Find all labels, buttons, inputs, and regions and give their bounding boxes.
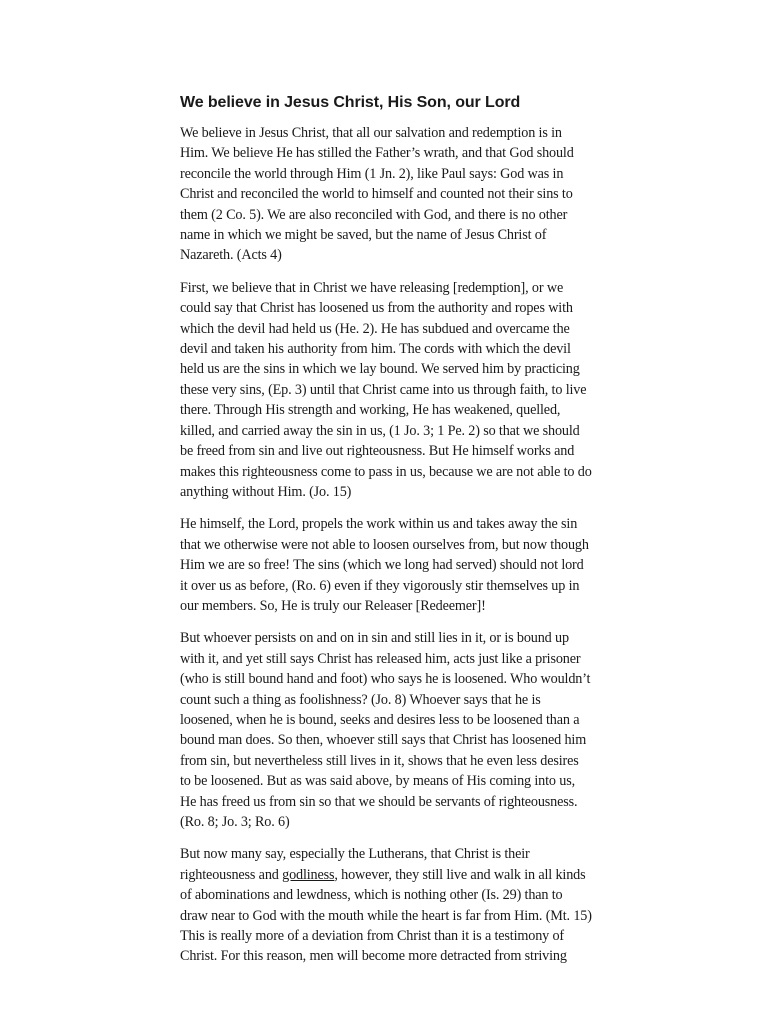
paragraph-2: First, we believe that in Christ we have releasing [redemption], or we could say that Christ has loosened us from the authority and ropes with which the devil had held us (He. 2). He has subdued and overcame the devil and taken his authority from him. The cords with which the devil held us are the sins in which we lay bound. We served him by practicing these very sins, (Ep. 3) until that Christ came into us through faith, to live there. Through His strength and working, He has weakened, quelled, killed, and carried away the sin in us, (1 Jo. 3; 1 Pe. 2) so that we should be freed from sin and live out righteousness. But He himself works and makes this righteousness come to pass in us, because we are not able to do anything without Him. (Jo. 15) <box>180 279 592 500</box>
paragraph-1: We believe in Jesus Christ, that all our salvation and redemption is in Him. We believe He has stilled the Father’s wrath, and that God should reconcile the world through Him (1 Jn. 2), like Paul says: God was in Christ and reconciled the world to himself and counted not their sins to them (2 Co. 5). We are also reconciled with God, and there is no other name in which we might be saved, but the name of Jesus Christ of Nazareth. (Acts 4) <box>180 125 574 264</box>
document-page <box>180 93 592 979</box>
underlined-word: godliness <box>282 866 335 883</box>
paragraph-5-end: , however, they still live and walk in all kinds of abominations and lewdness, which is nothing other (Is. 29) than to draw near to God with the mouth while the heart is far from Him. (Mt. 15) This is really more of a deviation from Christ than it is a testimony of Christ. For this reason, men will become more detracted from striving <box>180 866 592 965</box>
paragraph-5-start: But now many say, especially the Lutherans, that Christ is their righteousness and <box>180 846 530 883</box>
paragraph-4: But whoever persists on and on in sin and still lies in it, or is bound up with it, and yet still says Christ has released him, acts just like a prisoner (who is still bound hand and foot) who says he is loosened. Who wouldn’t count such a thing as foolishness? (Jo. 8) Whoever says that he is loosened, when he is bound, seeks and desires less to be loosened than a bound man does. So then, whoever still says that Christ has loosened him from sin, but nevertheless still lives in it, shows that he even less desires to be loosened. But as was said above, by means of His coming into us, He has freed us from sin so that we should be servants of righteousness. (Ro. 8; Jo. 3; Ro. 6) <box>180 630 591 830</box>
document-title: We believe in Jesus Christ, His Son, our Lord <box>180 94 521 111</box>
paragraph-5 <box>180 844 592 966</box>
paragraph-3: He himself, the Lord, propels the work within us and takes away the sin that we otherwise were not able to loosen ourselves from, but now though Him we are so free! The sins (which we long had served) should not lord it over us as before, (Ro. 6) even if they vigorously stir themselves up in our members. So, He is truly our Releaser [Redeemer]! <box>180 516 589 614</box>
